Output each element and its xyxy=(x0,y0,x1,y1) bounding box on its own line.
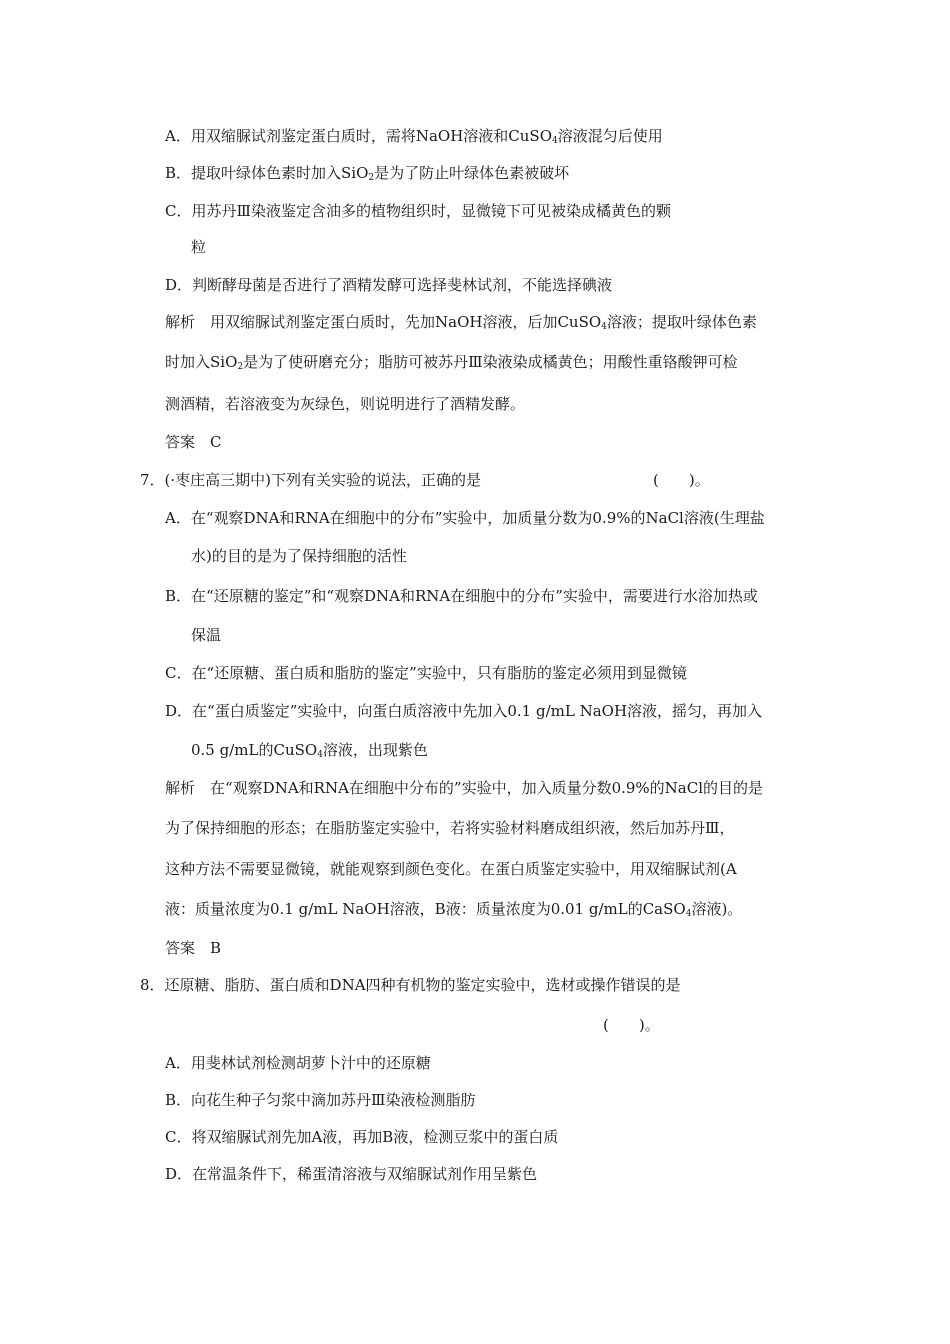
q6-analysis-line1-text1: 解析 用双缩脲试剂鉴定蛋白质时，先加NaOH溶液，后加CuSO xyxy=(165,313,602,331)
q6-analysis-line2-text1: 时加入SiO xyxy=(165,353,238,371)
q7-answer: 答案 B xyxy=(165,939,222,957)
q6-option-c-line2: 粒 xyxy=(191,238,207,256)
q7-option-a-line2: 水)的目的是为了保持细胞的活性 xyxy=(191,547,407,565)
q6-analysis-line2 xyxy=(165,352,738,372)
q8-option-d: D．在常温条件下，稀蛋清溶液与双缩脲试剂作用呈紫色 xyxy=(165,1165,538,1183)
q8-answer-paren: ( )。 xyxy=(603,1016,660,1034)
q7-answer-paren: ( )。 xyxy=(653,471,710,489)
q6-analysis-line3: 测酒精，若溶液变为灰绿色，则说明进行了酒精发酵。 xyxy=(165,395,526,413)
q6-analysis-line1-text2: 溶液；提取叶绿体色素 xyxy=(606,313,757,331)
q7-option-c: C．在“还原糖、蛋白质和脂肪的鉴定”实验中，只有脂肪的鉴定必须用到显微镜 xyxy=(165,664,687,682)
q7-option-a-line1: A．在“观察DNA和RNA在细胞中的分布”实验中，加质量分数为0.9%的NaCl溶液(生理盐 xyxy=(165,509,765,527)
q6-option-b-sub: 2 xyxy=(368,173,375,183)
q7-stem: 7．(·枣庄高三期中)下列有关实验的说法，正确的是 xyxy=(140,471,482,489)
q7-option-d-line2-sub: 4 xyxy=(317,750,323,760)
q7-option-d-line1: D．在“蛋白质鉴定”实验中，向蛋白质溶液中先加入0.1 g/mL NaOH溶液，摇匀，再加入 xyxy=(165,702,763,720)
q6-option-a xyxy=(165,126,663,146)
q7-option-d-line2-text2: 溶液，出现紫色 xyxy=(322,741,428,759)
q6-answer: 答案 C xyxy=(165,433,222,451)
q6-option-b xyxy=(165,163,569,183)
q7-option-d-line2 xyxy=(191,740,428,760)
q7-analysis-line2: 为了保持细胞的形态；在脂肪鉴定实验中，若将实验材料磨成组织液，然后加苏丹Ⅲ， xyxy=(165,819,735,837)
q6-option-a-text1: A．用双缩脲试剂鉴定蛋白质时，需将NaOH溶液和CuSO xyxy=(165,127,552,145)
q7-option-b-line2: 保温 xyxy=(191,626,222,644)
q8-option-c: C．将双缩脲试剂先加A液，再加B液，检测豆浆中的蛋白质 xyxy=(165,1128,559,1146)
q8-option-a: A．用斐林试剂检测胡萝卜汁中的还原糖 xyxy=(165,1054,431,1072)
q6-analysis-line1-sub: 4 xyxy=(601,322,607,332)
q6-option-b-text1: B．提取叶绿体色素时加入SiO xyxy=(165,164,369,182)
q8-option-b: B．向花生种子匀浆中滴加苏丹Ⅲ染液检测脂肪 xyxy=(165,1091,476,1109)
q7-analysis-line4 xyxy=(165,899,742,919)
q6-analysis-line2-text2: 是为了使研磨充分；脂肪可被苏丹Ⅲ染液染成橘黄色；用酸性重铬酸钾可检 xyxy=(243,353,738,371)
q6-analysis-line1 xyxy=(165,312,757,332)
q7-analysis-line4-text1: 液：质量浓度为0.1 g/mL NaOH溶液，B液：质量浓度为0.01 g/mL的CaSO xyxy=(165,900,686,918)
q6-option-b-text2: 是为了防止叶绿体色素被破坏 xyxy=(374,164,570,182)
q7-analysis-line3: 这种方法不需要显微镜，就能观察到颜色变化。在蛋白质鉴定实验中，用双缩脲试剂(A xyxy=(165,860,737,878)
q7-option-d-line2-text1: 0.5 g/mL的CuSO xyxy=(191,741,318,759)
q7-option-b-line1: B．在“还原糖的鉴定”和“观察DNA和RNA在细胞中的分布”实验中，需要进行水浴加热或 xyxy=(165,587,758,605)
q8-stem: 8．还原糖、脂肪、蛋白质和DNA四种有机物的鉴定实验中，选材或操作错误的是 xyxy=(140,976,681,994)
q6-option-a-text2: 溶液混匀后使用 xyxy=(557,127,663,145)
q7-analysis-line4-text2: 溶液)。 xyxy=(691,900,743,918)
q6-option-d: D．判断酵母菌是否进行了酒精发酵可选择斐林试剂，不能选择碘液 xyxy=(165,276,613,294)
q7-analysis-line1: 解析 在“观察DNA和RNA在细胞中分布的”实验中，加入质量分数0.9%的NaCl的目的是 xyxy=(165,779,764,797)
q6-option-a-sub: 4 xyxy=(552,136,558,146)
q6-analysis-line2-sub: 2 xyxy=(237,362,244,372)
q7-analysis-line4-sub: 4 xyxy=(685,909,692,919)
q6-option-c-line1: C．用苏丹Ⅲ染液鉴定含油多的植物组织时，显微镜下可见被染成橘黄色的颗 xyxy=(165,202,671,220)
